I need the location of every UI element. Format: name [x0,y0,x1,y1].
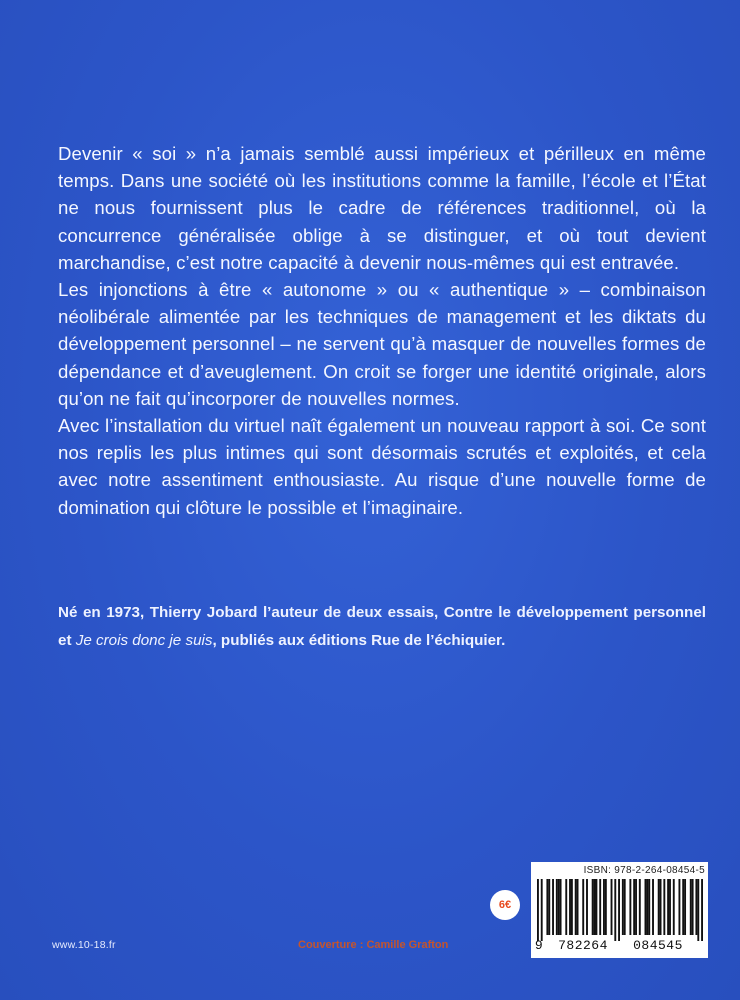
barcode-bar [629,879,631,935]
barcode-bar [577,879,579,935]
barcode-bar [663,879,665,935]
barcode-bar [599,879,601,935]
barcode-bar [673,879,675,935]
barcode-bar [682,879,684,935]
barcode-bar [614,879,616,941]
barcode-bar [648,879,650,935]
blurb-paragraph-1: Devenir « soi » n’a jamais semblé aussi impérieux et périlleux en même temps. Dans une société où les institutions comme la famille, l’école et l’État ne nous fournissent plus le cadre de références traditionnel, où la concurrence généralisée oblige à se distinguer, et où tout devient marchandise, c’est notre capacité à devenir nous-mêmes qui est entravée. [58,143,706,273]
barcode-bar [646,879,648,935]
barcode-bar [546,879,548,935]
barcode-bar [652,879,654,935]
barcode-bar [552,879,554,935]
barcode-bar [558,879,560,935]
barcode-bar [571,879,573,935]
barcode-bar [605,879,607,935]
barcode-bar [611,879,613,935]
barcode-label [531,862,708,958]
barcode-bar [639,879,641,935]
barcode-bar [624,879,626,935]
cover-credit: Couverture : Camille Grafton [298,939,449,951]
barcode-bar [565,879,567,935]
barcode-digits-right: 084545 [633,938,683,953]
author-bio [58,599,706,655]
barcode-bar [586,879,588,935]
barcode-bar [622,879,624,935]
barcode-bar [658,879,660,935]
barcode-bar [645,879,647,935]
barcode-bar [690,879,692,935]
barcode-bar [684,879,686,935]
back-cover-blurb [58,140,706,521]
author-bio-text-2: , publiés aux éditions Rue de l’échiquier. [212,632,506,649]
barcode-bar [701,879,703,941]
barcode-bar [618,879,620,941]
barcode-bar [537,879,539,941]
barcode-bar [603,879,605,935]
barcode-digits-left: 782264 [558,938,608,953]
barcode-bar [635,879,637,935]
barcode-bar [697,879,699,941]
publisher-website: www.10-18.fr [52,939,116,951]
blurb-paragraph-3: Avec l’installation du virtuel naît également un nouveau rapport à soi. Ce sont nos replis les plus intimes qui sont désormais scrutés et exploités, et cela avec notre assentiment enthousiaste. Au risque d’une nouvelle forme de domination qui clôture le possible et l’imaginaire. [58,415,706,518]
book-title-italic: Je crois donc je suis [75,632,213,649]
author-bio-text-1: Né en 1973, Thierry Jobard l’auteur de deux essais, Contre le développement personnel et [58,604,706,649]
barcode-bar [660,879,662,935]
barcode-bar [692,879,694,935]
barcode-bar [592,879,594,935]
barcode-bar [633,879,635,935]
barcode-digits [531,938,708,953]
blurb-paragraph-2: Les injonctions à être « autonome » ou « authentique » – combinaison néolibérale alimentée par les techniques de management et les diktats du développement personnel – ne servent qu’à masquer de nouvelles formes de dépendance et d’aveuglement. On croit se forger une identité originale, alors qu’on ne fait qu’incorporer de nouvelles normes. [58,279,706,409]
barcode-bar [560,879,562,935]
barcode-bar [667,879,669,935]
barcode-bar [669,879,671,935]
price-badge: 6€ [490,890,520,920]
barcode-bar [541,879,543,941]
barcode-bar [678,879,680,935]
barcode-digit-first: 9 [534,938,544,953]
barcode-bar [582,879,584,935]
barcode-bar [575,879,577,935]
barcode-bar [556,879,558,935]
barcode-bar [569,879,571,935]
barcode-bar [548,879,550,935]
barcode-bar [695,879,697,935]
barcode-bar [595,879,597,935]
barcode-bar [594,879,596,935]
isbn-text: ISBN: 978-2-264-08454-5 [583,865,705,876]
barcode-icon [537,879,703,943]
